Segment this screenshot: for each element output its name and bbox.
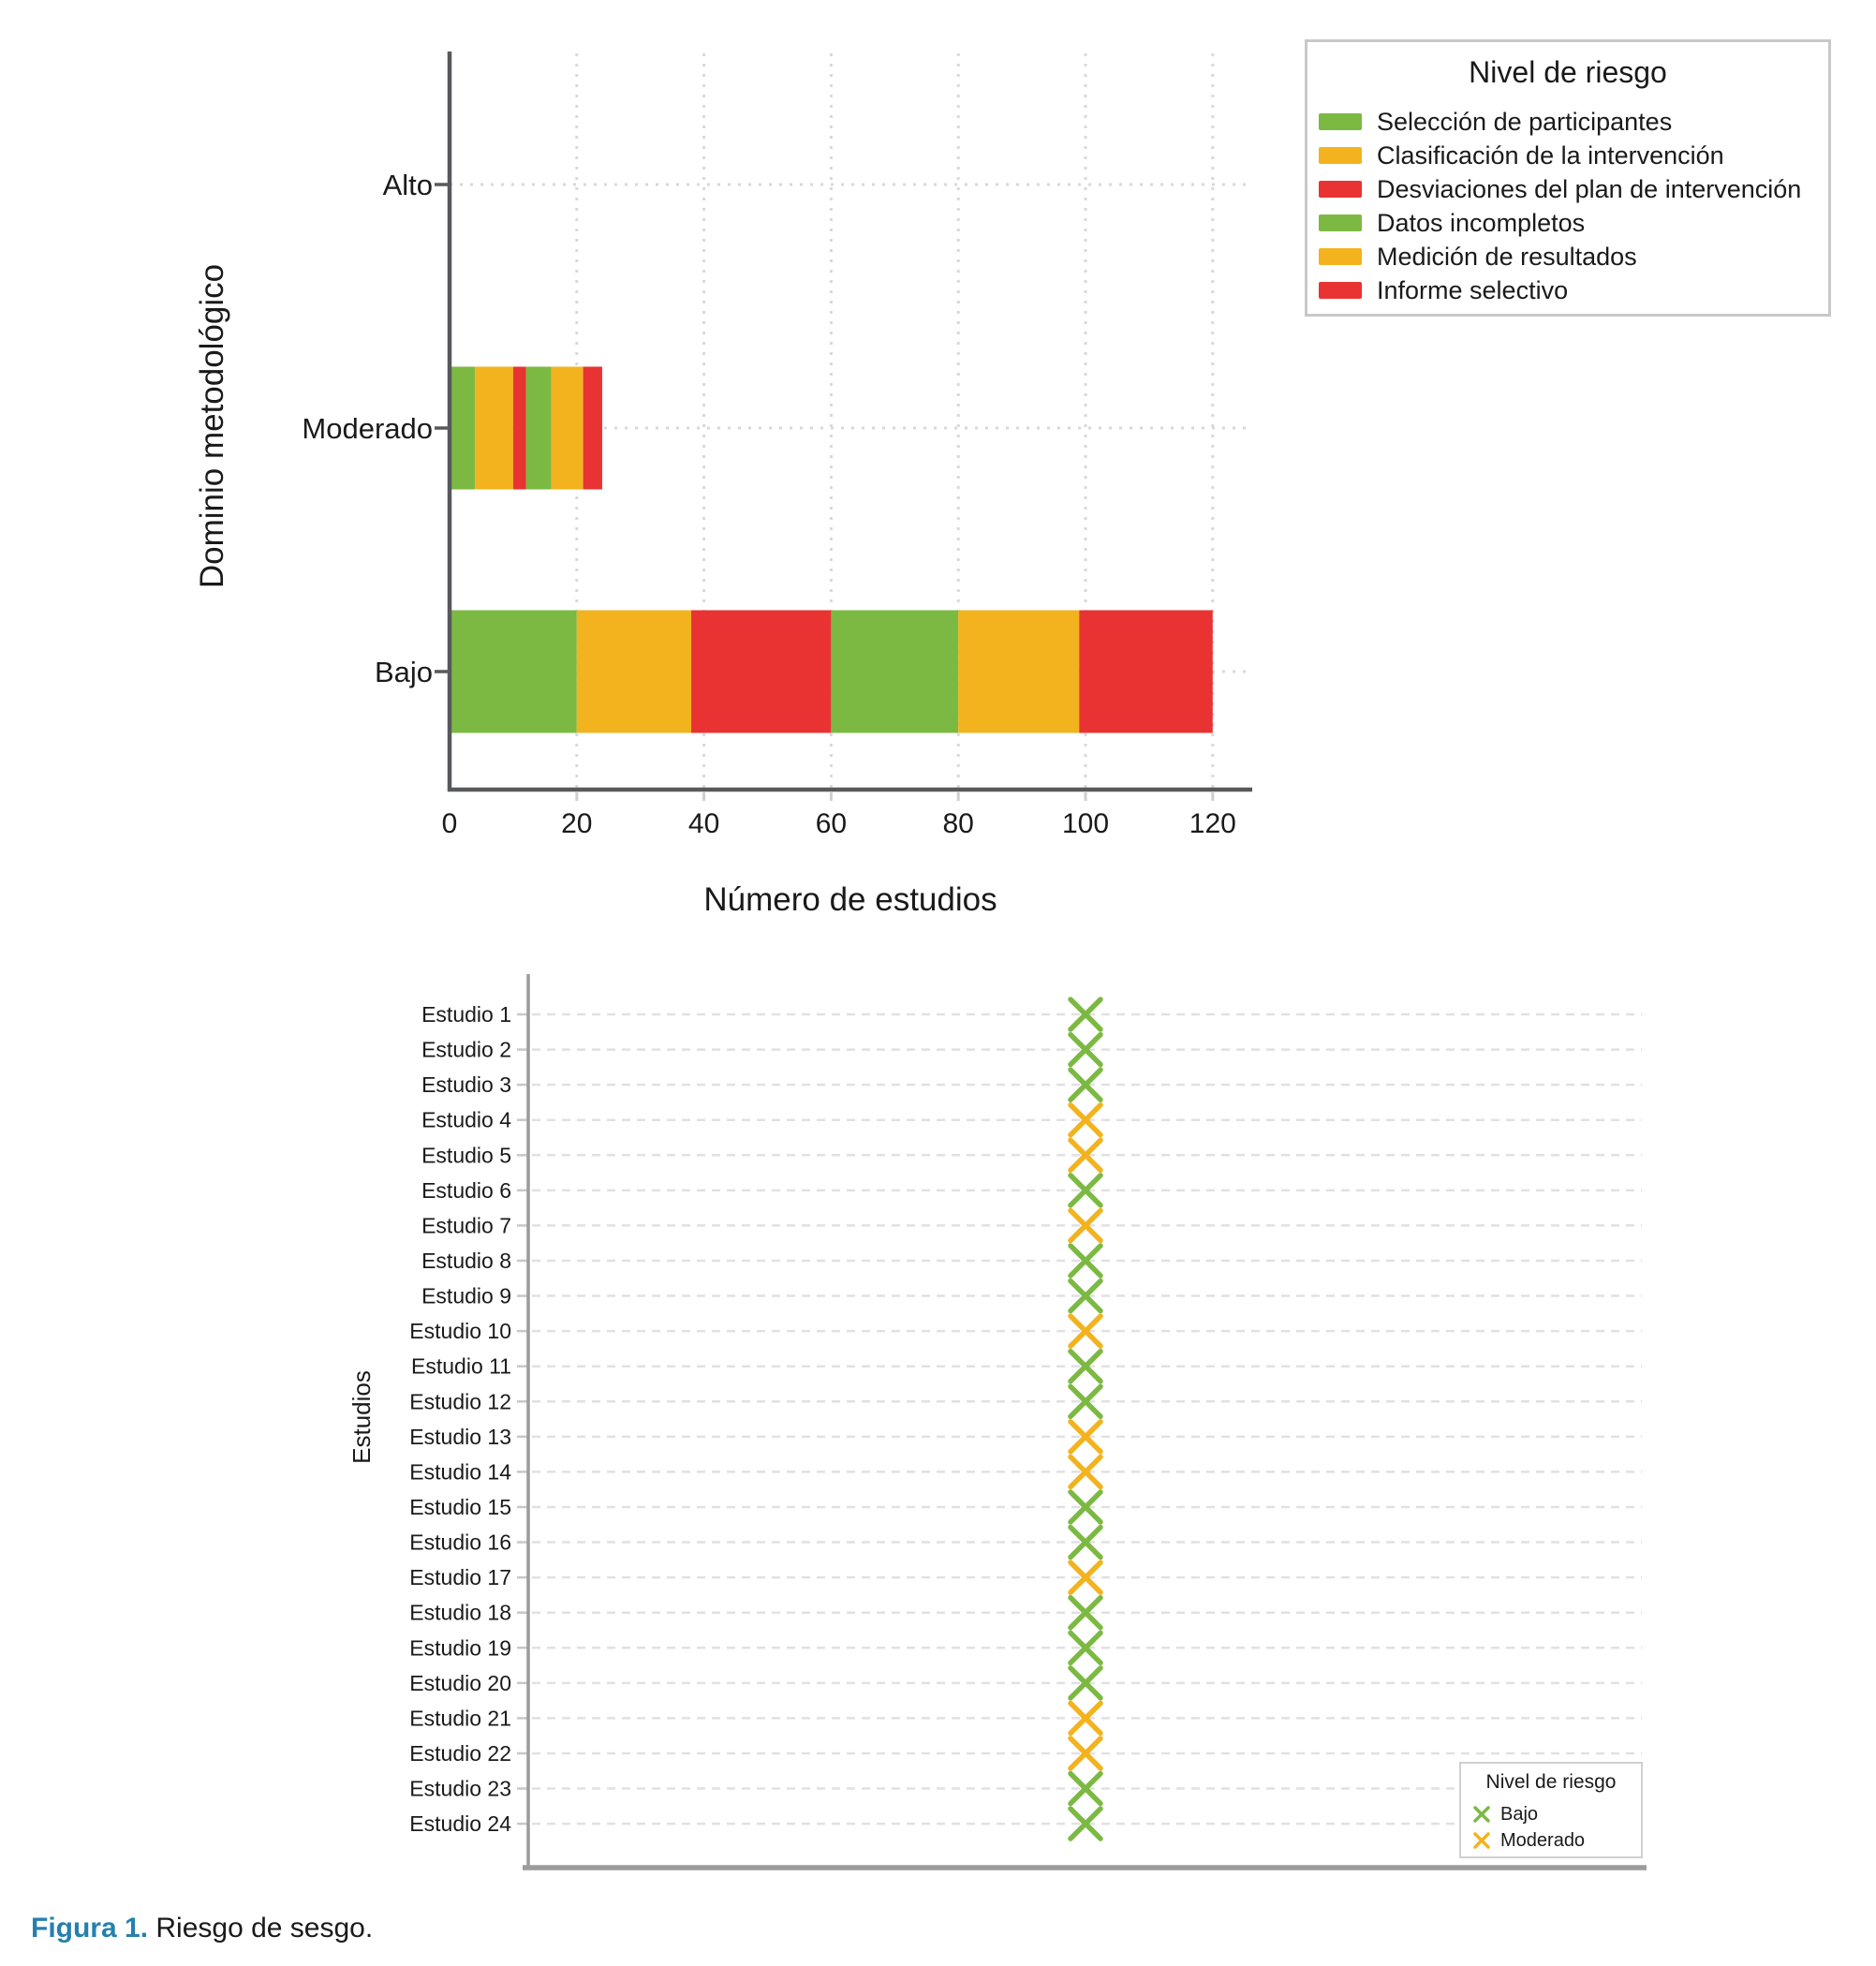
study-label: Estudio 18 [409,1600,511,1625]
x-tick-label: 20 [561,808,593,839]
domain-legend-item [1307,139,1828,172]
study-label: Estudio 20 [409,1670,511,1695]
study-label: Estudio 2 [421,1037,511,1062]
risk-level-legend-item [1461,1801,1641,1827]
study-label: Estudio 9 [421,1283,511,1308]
x-tick-label: 120 [1189,808,1236,839]
risk-level-legend-items [1461,1801,1641,1854]
study-label: Estudio 17 [409,1565,511,1590]
bar-segment-moderado [525,367,551,490]
bar-segment-bajo [958,611,1079,733]
study-label: Estudio 10 [409,1319,511,1344]
domain-legend-item [1307,273,1828,307]
x-tick-label: 100 [1061,808,1110,839]
risk-level-legend-title: Nivel de riesgo [1485,1771,1617,1793]
x-tick-label: 0 [441,808,458,839]
risk-level-legend-item [1461,1827,1641,1854]
study-label: Estudio 3 [421,1072,511,1098]
bar-segment-bajo [577,611,691,733]
x-tick-label: 40 [687,808,720,839]
study-label: Estudio 21 [409,1706,511,1731]
study-label: Estudio 15 [409,1494,511,1519]
domain-legend [1305,39,1831,317]
bar-segment-moderado [450,367,475,490]
domain-legend-item [1307,206,1828,240]
domain-legend-label: Medición de resultados [1377,242,1637,271]
risk-level-legend [1459,1762,1643,1858]
y-category-label: Bajo [374,656,433,688]
domain-legend-label: Datos incompletos [1377,208,1586,237]
study-label: Estudio 1 [421,1002,511,1027]
study-label: Estudio 12 [409,1389,511,1414]
study-label: Estudio 16 [409,1530,511,1555]
legend-swatch-icon [1319,248,1362,265]
study-label: Estudio 4 [421,1107,511,1132]
x-tick-label: 60 [815,808,848,839]
study-label: Estudio 13 [409,1424,511,1449]
study-label: Estudio 6 [421,1177,511,1203]
study-label: Estudio 23 [409,1776,511,1801]
figure-caption-number: Figura 1. [31,1913,149,1944]
y-axis-title: Dominio metodológico [194,263,230,589]
legend-swatch-icon [1319,181,1362,198]
study-label: Estudio 8 [421,1248,511,1273]
domain-legend-title: Nivel de riesgo [1469,55,1667,89]
bar-segment-bajo [1079,611,1213,733]
bar-segment-moderado [552,367,583,490]
domain-legend-label: Informe selectivo [1377,275,1569,304]
y-category-label: Alto [382,169,433,201]
x-axis-title: Número de estudios [703,881,997,918]
bar-segment-bajo [450,611,577,733]
legend-swatch-icon [1319,113,1362,130]
x-marker-icon [1472,1805,1491,1824]
study-label: Estudio 19 [409,1635,511,1661]
figure-caption-text: Riesgo de sesgo. [148,1913,374,1944]
bar-segment-bajo [831,611,958,733]
bar-segment-bajo [691,611,831,733]
study-label: Estudio 14 [409,1459,511,1485]
bar-segment-moderado [475,367,513,490]
x-marker-icon [1472,1831,1491,1850]
domain-legend-label: Clasificación de la intervención [1377,140,1724,170]
figure-caption [31,1913,373,1944]
x-tick-label: 80 [942,808,974,839]
domain-legend-item [1307,172,1828,206]
risk-level-legend-label: Moderado [1500,1829,1586,1851]
study-label: Estudio 7 [421,1213,511,1238]
domain-legend-label: Desviaciones del plan de intervención [1377,174,1802,203]
study-label: Estudio 11 [411,1353,511,1379]
y-category-label: Moderado [302,412,433,445]
legend-swatch-icon [1319,147,1362,164]
study-label: Estudio 22 [409,1740,511,1766]
legend-swatch-icon [1319,282,1362,299]
study-label: Estudio 5 [421,1143,511,1168]
domain-legend-items [1307,105,1828,307]
bar-segment-moderado [583,367,602,490]
domain-legend-item [1307,240,1828,273]
bar-segment-moderado [513,367,526,490]
y-axis-title: Estudios [347,1370,376,1464]
legend-swatch-icon [1319,214,1362,231]
study-label: Estudio 24 [409,1811,511,1837]
risk-level-legend-label: Bajo [1500,1803,1539,1825]
domain-legend-item [1307,105,1828,139]
domain-legend-label: Selección de participantes [1377,107,1673,136]
